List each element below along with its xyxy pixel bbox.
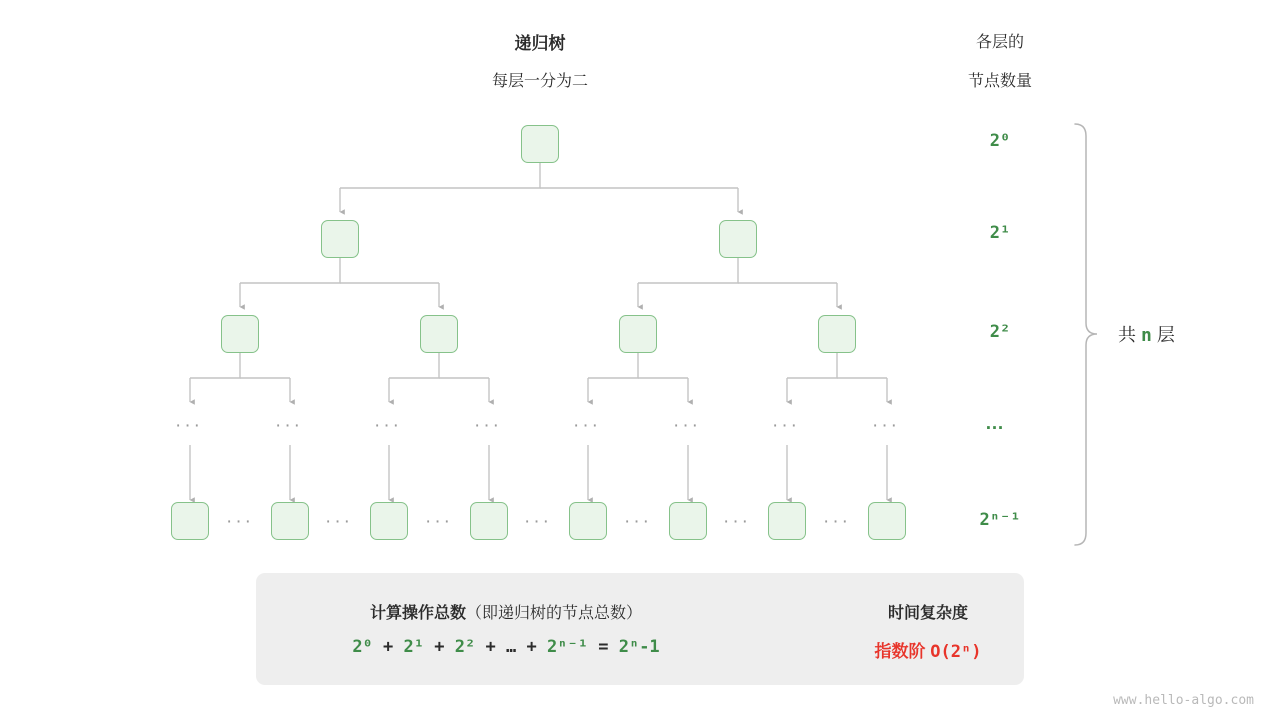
ellipsis-dots: ··· bbox=[275, 415, 303, 436]
tree-node bbox=[171, 502, 209, 540]
watermark: www.hello-algo.com bbox=[1113, 693, 1254, 708]
ellipsis-dots: ··· bbox=[175, 415, 203, 436]
tree-node bbox=[470, 502, 508, 540]
total-levels-suffix: 层 bbox=[1156, 325, 1175, 345]
tree-node bbox=[768, 502, 806, 540]
formula-op-plus-2: + bbox=[434, 637, 445, 657]
formula-term-2: 2² bbox=[454, 637, 476, 657]
summary-left-title-bold: 计算操作总数 bbox=[369, 605, 466, 622]
formula-term-4: 2ⁿ⁻¹ bbox=[547, 637, 588, 657]
tree-node bbox=[221, 315, 259, 353]
tree-node bbox=[669, 502, 707, 540]
ellipsis-dots: ··· bbox=[425, 511, 453, 532]
ellipsis-dots: ··· bbox=[772, 415, 800, 436]
right-header-line1: 各层的 bbox=[975, 34, 1024, 51]
level-count-ellipsis: … bbox=[985, 413, 1007, 434]
tree-node bbox=[868, 502, 906, 540]
ellipsis-dots: ··· bbox=[823, 511, 851, 532]
ellipsis-dots: ··· bbox=[723, 511, 751, 532]
level-count-last: 2ⁿ⁻¹ bbox=[979, 510, 1021, 530]
formula-op-plus-3: + bbox=[485, 637, 496, 657]
formula-term-ellipsis: … bbox=[506, 637, 517, 657]
tree-node bbox=[370, 502, 408, 540]
total-levels-prefix: 共 bbox=[1118, 325, 1136, 345]
formula-op-plus-1: + bbox=[383, 637, 394, 657]
summary-formula bbox=[256, 637, 756, 657]
ellipsis-dots: ··· bbox=[872, 415, 900, 436]
tree-node bbox=[271, 502, 309, 540]
diagram-title: 递归树 bbox=[514, 34, 566, 53]
ellipsis-dots: ··· bbox=[325, 511, 353, 532]
summary-left-title bbox=[256, 600, 756, 623]
ellipsis-dots: ··· bbox=[524, 511, 552, 532]
total-levels-label bbox=[1118, 321, 1175, 347]
diagram-subtitle: 每层一分为二 bbox=[491, 73, 588, 90]
tree-node bbox=[321, 220, 359, 258]
total-levels-n: n bbox=[1141, 325, 1152, 346]
level-count-2: 2² bbox=[989, 322, 1011, 342]
ellipsis-dots: ··· bbox=[573, 415, 601, 436]
formula-op-equals: = bbox=[598, 637, 609, 657]
ellipsis-dots: ··· bbox=[673, 415, 701, 436]
level-count-1: 2¹ bbox=[989, 223, 1011, 243]
complexity-title: 时间复杂度 bbox=[887, 605, 968, 622]
formula-term-0: 2⁰ bbox=[352, 637, 373, 657]
formula-op-plus-4: + bbox=[526, 637, 537, 657]
level-count-0: 2⁰ bbox=[989, 131, 1011, 151]
complexity-order-label: 指数阶 bbox=[874, 642, 926, 661]
tree-node bbox=[569, 502, 607, 540]
complexity-value bbox=[800, 637, 1056, 662]
complexity-big-o: O(2ⁿ) bbox=[930, 642, 982, 662]
summary-panel bbox=[256, 573, 1024, 685]
formula-term-result: 2ⁿ-1 bbox=[618, 637, 660, 657]
ellipsis-dots: ··· bbox=[226, 511, 254, 532]
summary-left-title-paren: （即递归树的节点总数） bbox=[466, 605, 643, 622]
right-header-line2: 节点数量 bbox=[967, 73, 1032, 90]
ellipsis-dots: ··· bbox=[374, 415, 402, 436]
ellipsis-dots: ··· bbox=[624, 511, 652, 532]
formula-term-1: 2¹ bbox=[403, 637, 425, 657]
ellipsis-dots: ··· bbox=[474, 415, 502, 436]
tree-node bbox=[619, 315, 657, 353]
tree-node bbox=[818, 315, 856, 353]
tree-node bbox=[420, 315, 458, 353]
tree-node bbox=[521, 125, 559, 163]
tree-node bbox=[719, 220, 757, 258]
